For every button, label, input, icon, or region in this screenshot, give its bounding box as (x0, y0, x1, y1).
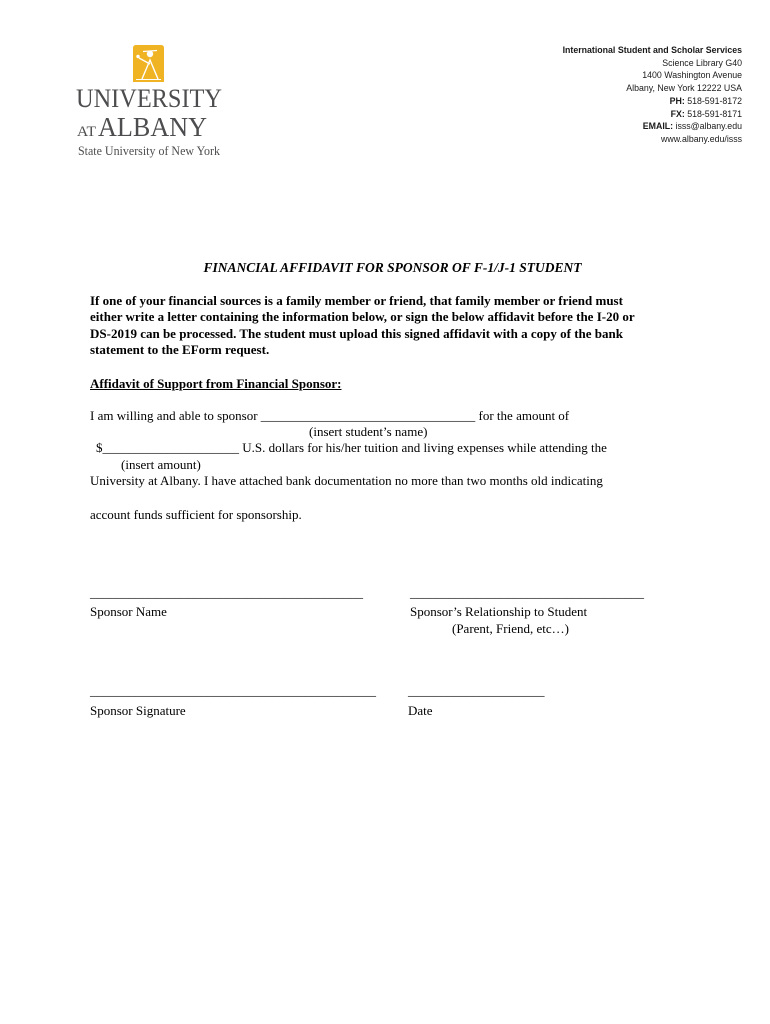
email-label: EMAIL: (642, 121, 674, 132)
office-name: International Student and Scholar Services (562, 45, 742, 55)
date-line: _____________________ (408, 683, 545, 698)
university-seal-icon (133, 45, 164, 82)
office-email (563, 120, 742, 133)
intro-paragraph (90, 293, 635, 359)
intro-line: If one of your financial sources is a family member or friend, that family member or friend must (90, 293, 623, 308)
hint-amount: (insert amount) (121, 457, 201, 472)
intro-line: statement to the EForm request. (90, 342, 270, 358)
phone-label: PH: (669, 95, 685, 106)
relationship-line: ____________________________________ (410, 585, 644, 600)
fax-label: FX: (670, 108, 685, 119)
email-value: isss@albany.edu (675, 121, 742, 132)
logo-at: AT (77, 124, 96, 140)
affidavit-heading: Affidavit of Support from Financial Sponsor: (90, 376, 342, 391)
logo-albany: ALBANY (98, 112, 207, 142)
university-logo (72, 42, 228, 162)
affidavit-line-amount: $_____________________ U.S. dollars for his/her tuition and living expenses while attending the (96, 440, 607, 455)
logo-university: UNIVERSITY (76, 84, 223, 113)
intro-line: either write a letter containing the information below, or sign the below affidavit before the I-20 or (90, 309, 635, 325)
intro-line: DS-2019 can be processed. The student must upload this signed affidavit with a copy of the bank (90, 325, 623, 341)
office-building: Science Library G40 (662, 57, 742, 68)
office-phone (563, 95, 742, 108)
sponsor-signature-line: ____________________________________________ (90, 683, 376, 698)
office-contact-block (563, 44, 742, 146)
hint-student-name: (insert student’s name) (309, 424, 428, 439)
phone-value: 518-591-8172 (687, 95, 742, 106)
logo-tagline: State University of New York (78, 144, 221, 158)
affidavit-line-funds: account funds sufficient for sponsorship. (90, 507, 302, 522)
affidavit-line-documentation: University at Albany. I have attached bank documentation no more than two months old indicating (90, 473, 603, 488)
sponsor-name-line: __________________________________________ (90, 585, 363, 600)
office-fax (563, 108, 742, 121)
sponsor-name-label: Sponsor Name (90, 604, 167, 619)
office-city: Albany, New York 12222 USA (626, 83, 742, 94)
fax-value: 518-591-8171 (687, 108, 742, 119)
sponsor-signature-label: Sponsor Signature (90, 703, 186, 718)
date-label: Date (408, 703, 433, 718)
office-website: www.albany.edu/isss (660, 133, 742, 144)
relationship-hint: (Parent, Friend, etc…) (452, 621, 569, 636)
document-title: FINANCIAL AFFIDAVIT FOR SPONSOR OF F-1/J-1 STUDENT (203, 260, 582, 275)
affidavit-line-sponsor: I am willing and able to sponsor _________________________________ for the amount of (90, 408, 570, 423)
relationship-label: Sponsor’s Relationship to Student (410, 604, 588, 619)
office-street: 1400 Washington Avenue (642, 70, 742, 81)
